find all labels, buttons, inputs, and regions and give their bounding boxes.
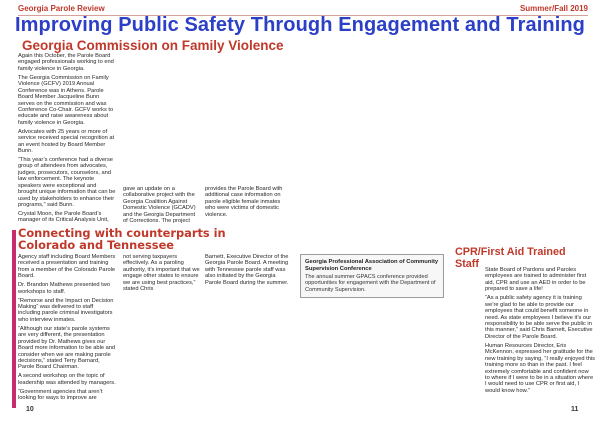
gcfv-heading: Georgia Commission on Family Violence (22, 38, 284, 53)
gcfv-paragraph: provides the Parole Board with additional case information on parole eligible female inmates who were victims of domestic violence. (205, 186, 283, 218)
colorado-heading-line-1: Connecting with counterparts in (18, 226, 226, 240)
colorado-column-2 (123, 254, 203, 295)
page-number-right: 11 (571, 406, 579, 413)
cpr-column (485, 267, 595, 397)
gcfv-column-3 (205, 186, 285, 221)
colorado-paragraph: Barnett, Executive Director of the Georgia Parole Board. A meeting with Tennessee parole staff was also initiated by the Georgia Parole Board during the summer. (205, 254, 289, 286)
colorado-paragraph: “Remorse and the Impact on Decision Making” was delivered to staff including parole criminal investigators who interview inmates. (18, 297, 114, 323)
colorado-paragraph: “Although our state’s parole systems are very different, the presentation provided by Dr. Mathews gives our Board more information to be able and consider when we are making parole decisions,” stated Terry Barnard, Parole Board Chairman. (18, 325, 116, 371)
gpacs-callout-box (300, 254, 444, 298)
gpacs-title: Georgia Professional Association of Community Supervision Conference (305, 259, 439, 272)
gcfv-paragraph: The Georgia Commission on Family Violence (GCFV) 2019 Annual Conference was in Athens. Parole Board Member Jacqueline Bunn serves on the commission and was Conference Co-Chair. GCFV works to educate and raise awareness about family violence in Georgia. (18, 74, 114, 126)
gcfv-paragraph: “This year’s conference had a diverse group of attendees from advocates, judges, prosecutors, counselors, and law enforcement. The keynote speakers were exceptional and brought unique information that can be used by stakeholders to enhance their programs,” said Bunn. (18, 156, 116, 209)
publication-name: Georgia Parole Review (18, 4, 105, 13)
gcfv-column-2 (123, 186, 199, 227)
gcfv-paragraph: Advocates with 25 years or more of service received special recognition at an event hosted by Board Member Bunn. (18, 128, 115, 155)
cpr-paragraph: “As a public safety agency it is training we’re glad to be able to provide our employees that could benefit someone in need. As state employees I believe it’s our responsibility to be able serve the public in this manner,” said Chris Barnett, Executive Director of the Parole Board. (485, 295, 593, 340)
gpacs-body: The annual summer GPACS conference provided opportunities for engagement with the Department of Community Supervision. (305, 273, 436, 293)
gcfv-paragraph: gave an update on a collaborative project with the Georgia Coalition Against Domestic Violence (GCADV) and the Georgia Department of Corrections. The project (123, 186, 196, 225)
issue-label: Summer/Fall 2019 (519, 4, 588, 13)
colorado-paragraph: Agency staff including Board Members received a presentation and training from a member of the Colorado Parole Board. (18, 254, 116, 280)
colorado-paragraph: “Government agencies that aren’t looking for ways to improve are (18, 388, 103, 402)
page-number-left: 10 (26, 406, 34, 413)
cpr-paragraph: State Board of Pardons and Paroles employees are trained to administer first aid, CPR and use an AED in order to be prepared to save a life! (485, 267, 587, 293)
colorado-paragraph: not serving taxpayers effectively. As a paroling authority, it’s important that we engage other states to ensure we are using best practices,” stated Chris (123, 254, 200, 293)
colorado-column-1 (18, 254, 116, 404)
gcfv-paragraph: Crystal Moon, the Parole Board’s manager of its Critical Analysis Unit, (18, 210, 109, 224)
gcfv-paragraph: Again this October, the Parole Board engaged professionals working to end family violence in Georgia. (18, 53, 114, 72)
page-title: Improving Public Safety Through Engagement and Training (15, 14, 585, 36)
colorado-heading (18, 228, 286, 251)
colorado-paragraph: Dr. Brandon Mathews presented two workshops to staff. (18, 282, 110, 295)
cpr-heading-line-1: CPR/First Aid Trained (455, 246, 566, 258)
colorado-paragraph: A second workshop on the topic of leadership was attended by managers. (18, 373, 116, 386)
colorado-column-3 (205, 254, 289, 289)
colorado-heading-line-2: Colorado and Tennessee (18, 237, 175, 252)
gcfv-column-1 (18, 53, 116, 226)
cpr-heading-line-2: Staff (455, 257, 479, 270)
cpr-paragraph: Human Resources Director, Eris McKennon, expressed her gratitude for the new training by saying, “I really enjoyed this training more so than in the past. I feel extremely comfortable and confident now to where if I were to be in a situation where I would need to use CPR or first aid, I would know how.” (485, 342, 596, 394)
section-accent-bar (12, 230, 16, 408)
